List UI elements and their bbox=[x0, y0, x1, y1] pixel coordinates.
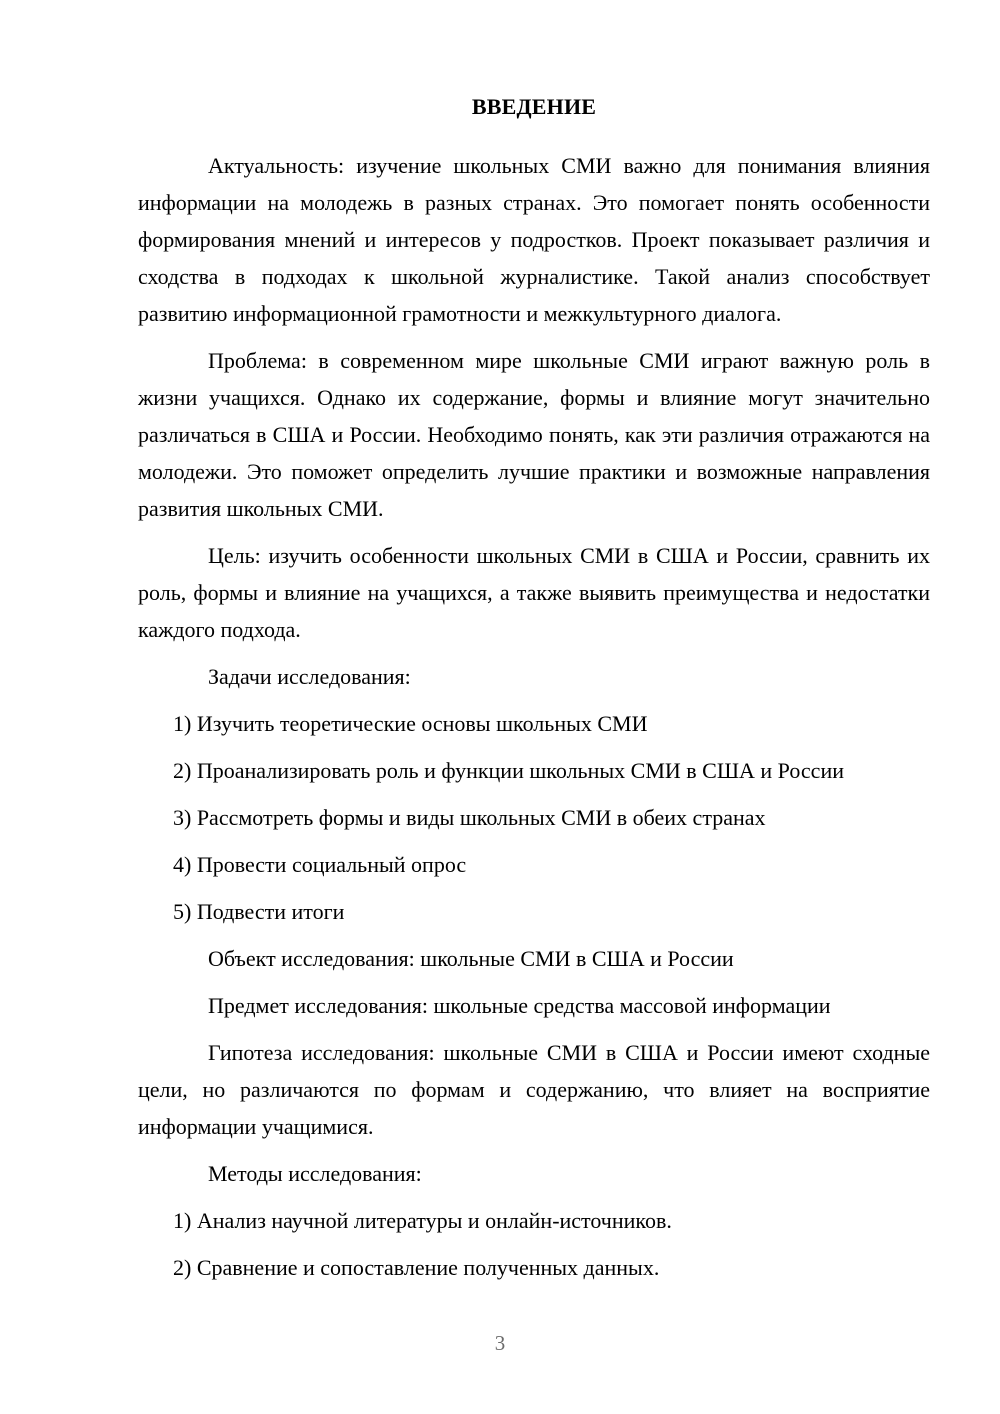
paragraph-hypothesis: Гипотеза исследования: школьные СМИ в США и России имеют сходные цели, но различаются по формам и содержанию, что влияет на восприятие информации учащимися. bbox=[138, 1040, 930, 1139]
list-item-task-5: 5) Подвести итоги bbox=[173, 899, 345, 924]
paragraph-goal: Цель: изучить особенности школьных СМИ в США и России, сравнить их роль, формы и влияние на учащихся, а также выявить преимущества и недостатки каждого подхода. bbox=[138, 543, 930, 642]
list-item-task-3: 3) Рассмотреть формы и виды школьных СМИ в обеих странах bbox=[173, 805, 766, 830]
list-item-task-2: 2) Проанализировать роль и функции школьных СМИ в США и России bbox=[173, 758, 844, 783]
methods-heading: Методы исследования: bbox=[208, 1161, 422, 1186]
tasks-heading: Задачи исследования: bbox=[208, 664, 411, 689]
paragraph-problem: Проблема: в современном мире школьные СМИ играют важную роль в жизни учащихся. Однако их содержание, формы и влияние могут значительно различаться в США и России. Необходимо понять, как эти различия отражаются на молодежи. Это поможет определить лучшие практики и возможные направления развития школьных СМИ. bbox=[138, 348, 930, 521]
paragraph-relevance: Актуальность: изучение школьных СМИ важно для понимания влияния информации на молодежь в разных странах. Это помогает понять особенности формирования мнений и интересов у подростков. Проект показывает различия и сходства в подходах к школьной журналистике. Такой анализ способствует развитию информационной грамотности и межкультурного диалога. bbox=[138, 153, 930, 326]
list-item-task-4: 4) Провести социальный опрос bbox=[173, 852, 467, 877]
page-title: ВВЕДЕНИЕ bbox=[471, 94, 597, 119]
subject-of-research-line: Предмет исследования: школьные средства массовой информации bbox=[208, 993, 831, 1018]
list-item-method-2: 2) Сравнение и сопоставление полученных данных. bbox=[173, 1255, 660, 1280]
page-number: 3 bbox=[494, 1331, 506, 1355]
list-item-method-1: 1) Анализ научной литературы и онлайн-источников. bbox=[173, 1208, 672, 1233]
list-item-task-1: 1) Изучить теоретические основы школьных СМИ bbox=[173, 711, 648, 736]
object-of-research-line: Объект исследования: школьные СМИ в США и России bbox=[208, 946, 734, 971]
document-content bbox=[138, 88, 930, 1296]
